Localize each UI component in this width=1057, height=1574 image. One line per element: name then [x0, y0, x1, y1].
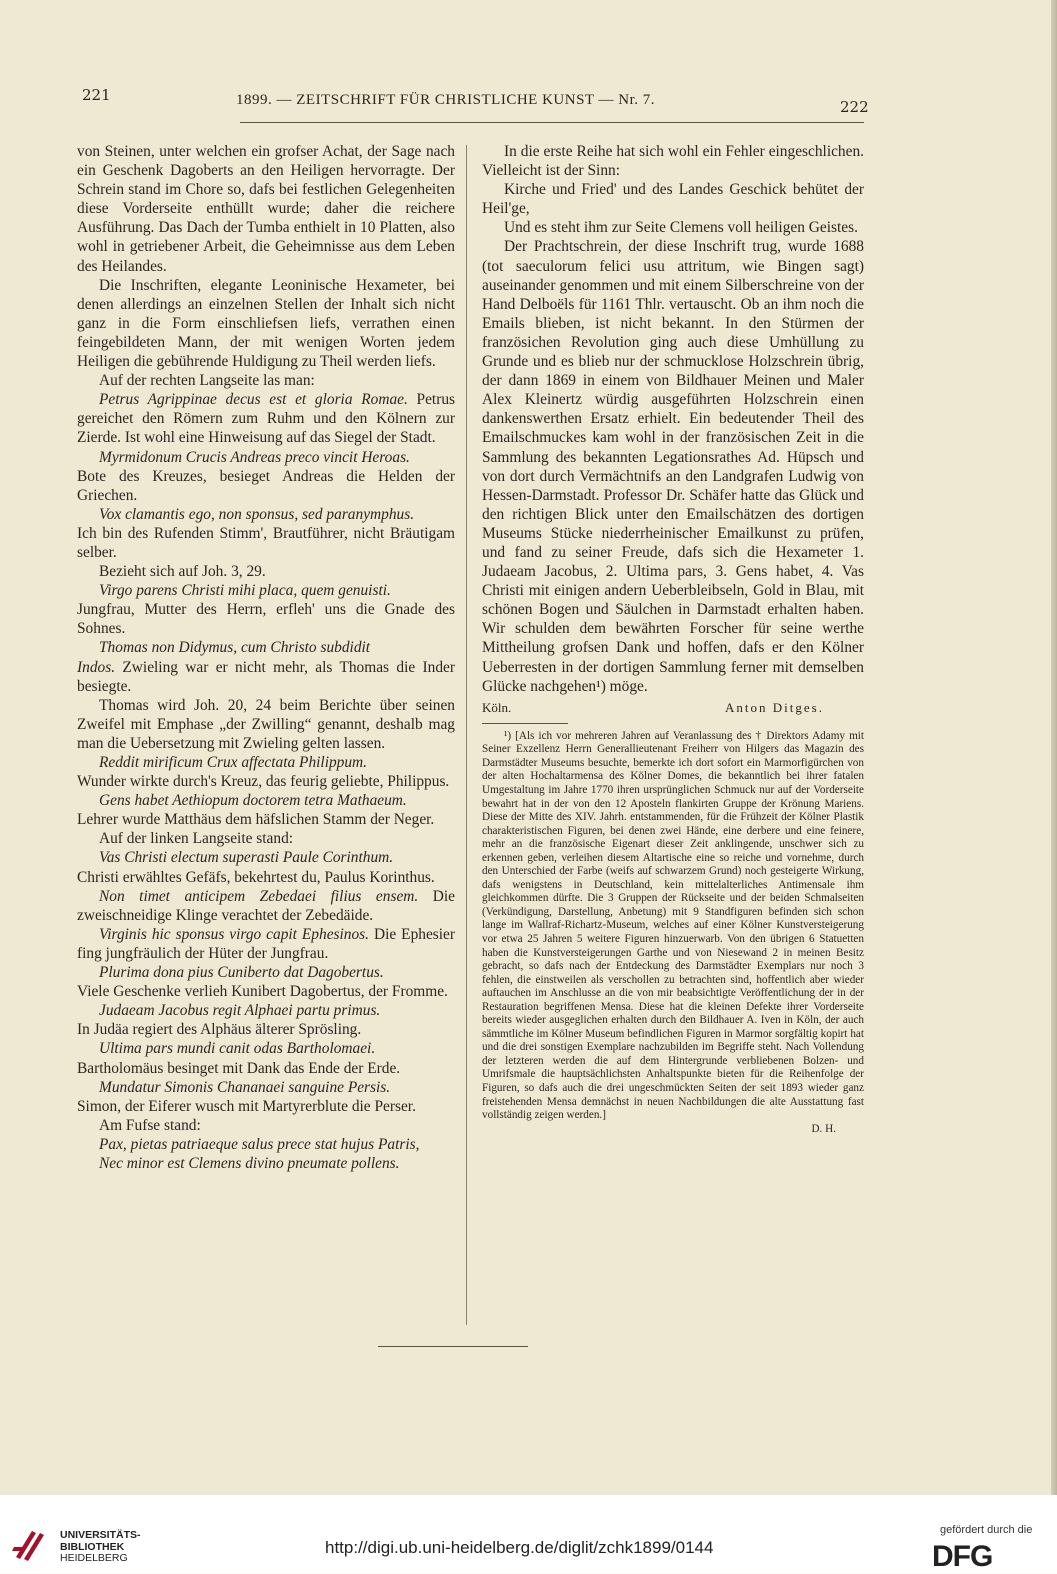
- paragraph: Bartholomäus besinget mit Dank das Ende der Erde.: [77, 1059, 401, 1077]
- footer-bar: [0, 1495, 1057, 1573]
- page-number-right: 222: [840, 98, 869, 116]
- latin-verse: Pax, pietas patriaeque salus prece stat hujus Patris,: [99, 1135, 420, 1153]
- right-column: [482, 142, 864, 1136]
- signoff-author: Anton Ditges.: [725, 699, 824, 715]
- paragraph: Die Inschriften, elegante Leoninische Hexameter, bei denen allerdings an einzelnen Stellen der Inhalt sich nicht ganz in die Form einschliefsen liefs, verrathen einen feingebildeten Mann, der mit wenigen Worten jedem Heiligen die gebührende Huldigung zu Theil werden liefs.: [77, 276, 455, 371]
- latin-verse: Virginis hic sponsus virgo capit Ephesinos.: [99, 925, 370, 943]
- paragraph: Am Fufse stand:: [99, 1116, 201, 1134]
- page-number-left: 221: [82, 86, 111, 104]
- library-name[interactable]: [60, 1530, 141, 1565]
- paragraph: Der Prachtschrein, der diese Inschrift trug, wurde 1688 (tot saeculorum felici usu attritum, wie Bingen sagt) auseinander genommen und mit einem Silberschreine von der Hand Delboëls für 1161 Thlr. vertauscht. Ob an ihm noch die Emails blieben, ist nicht bekannt. In den Stürmen der französichen Revolution ging auch diese Umhüllung zu Grunde und es blieb nur der schmucklose Holzschrein übrig, der dann 1869 in einem von Bildhauer Meinen und Maler Alex Kleinertz würdig ausgeführten Holzschrein einen dankenswerthen Ersatz erhielt. Ein bedeutender Theil des Emailschmuckes kam wohl in der französischen Zeit in die Sammlung des bekannten Legationsrathes Ad. Hüpsch und von dort durch Vermächtnifs an den Landgrafen Ludwig von Hessen-Darmstadt. Professor Dr. Schäfer hatte das Glück und den richtigen Blick unter den Emailschätzen des dortigen Museums Stücke niederrheinischer Emailkunst zu prüfen, und fand zu seiner Freude, dafs sich die Hexameter 1. Judaeam Jacobus, 2. Ultima pars, 3. Gens habet, 4. Vas Christi mit einigen andern Ueberbleibseln, Gold in Blau, mit schönen Bogen und Säulchen in Darmstadt erhalten haben. Wir schulden dem bewährten Forscher für seine werthe Mittheilung grofsen Dank und hoffen, dafs er den Kölner Ueberresten in der dortigen Sammlung ferner mit demselben Glücke nachgehen¹) möge.: [482, 238, 864, 695]
- right-column-body: [482, 142, 864, 696]
- footnote-rule: [482, 723, 568, 724]
- column-rule: [466, 145, 467, 1325]
- paragraph: [77, 390, 455, 447]
- dfg-logo[interactable]: DFG: [932, 1540, 993, 1573]
- translation: Die zweischneidige Klinge verachtet der Zebedäide.: [77, 887, 455, 924]
- latin-verse: Plurima dona pius Cuniberto dat Dagobertus.: [99, 964, 384, 982]
- paragraph: Kirche und Fried' und des Landes Geschick behütet der Heil'ge,: [482, 181, 864, 218]
- latin-verse: Myrmidonum Crucis Andreas preco vincit Heroas.: [99, 448, 410, 466]
- paragraph: [77, 925, 455, 963]
- paragraph: Viele Geschenke verlieh Kunibert Dagobertus, der Fromme.: [77, 983, 448, 1001]
- paragraph: von Steinen, unter welchen ein grofser Achat, der Sage nach ein Geschenk Dagoberts an den Heiligen hervorragte. Der Schrein stand im Chore so, dafs bei festlichen Gelegenheiten diese Vorderseite enthüllt wurde; daher die reichere Ausführung. Das Dach der Tumba enthielt in 10 Platten, also wohl in getriebener Arbeit, die Geheimnisse aus dem Leben des Heilandes.: [77, 143, 455, 275]
- scan-edge: [1051, 0, 1057, 1495]
- library-name-line3: HEIDELBERG: [60, 1552, 128, 1564]
- library-name-line2: BIBLIOTHEK: [60, 1540, 125, 1553]
- signoff: [482, 698, 864, 717]
- paragraph: Thomas wird Joh. 20, 24 beim Berichte über seinen Zweifel mit Emphase „der Zwilling“ genannt, deshalb mag man die Uebersetzung mit Zwieling gelten lassen.: [77, 696, 455, 752]
- latin-verse: Reddit mirificum Crux affectata Philippum.: [99, 754, 368, 771]
- translation: Zwieling war er nicht mehr, als Thomas die Inder besiegte.: [77, 658, 455, 695]
- paragraph: Christi erwähltes Gefäfs, bekehrtest du, Paulus Korinthus.: [77, 868, 435, 886]
- paragraph: Und es steht ihm zur Seite Clemens voll heiligen Geistes.: [504, 219, 858, 237]
- paragraph: Ich bin des Rufenden Stimm', Brautführer, nicht Bräutigam selber.: [77, 524, 455, 561]
- paragraph: Simon, der Eiferer wusch mit Martyrerblute die Perser.: [77, 1097, 416, 1115]
- paragraph: [77, 887, 455, 925]
- latin-verse: Thomas non Didymus, cum Christo subdidit: [99, 639, 371, 657]
- funding-note: gefördert durch die: [940, 1524, 1033, 1536]
- signoff-place: Köln.: [482, 699, 512, 715]
- paragraph: Auf der rechten Langseite las man:: [99, 372, 315, 390]
- paragraph: In die erste Reihe hat sich wohl ein Fehler eingeschlichen. Vielleicht ist der Sinn:: [482, 143, 864, 180]
- end-rule: [378, 1346, 528, 1347]
- left-column: [77, 142, 455, 1173]
- library-name-line1: UNIVERSITÄTS-: [60, 1529, 141, 1541]
- paragraph: Bote des Kreuzes, besieget Andreas die Helden der Griechen.: [77, 467, 455, 504]
- paragraph: In Judäa regiert des Alphäus älterer Sprösling.: [77, 1021, 362, 1039]
- paragraph: Wunder wirkte durch's Kreuz, das feurig geliebte, Philippus.: [77, 773, 450, 791]
- latin-verse: Non timet anticipem Zebedaei filius ensem.: [99, 887, 419, 905]
- running-title: 1899. — ZEITSCHRIFT FÜR CHRISTLICHE KUNST — Nr. 7.: [236, 92, 656, 108]
- footnote-signature: D. H.: [811, 1122, 836, 1135]
- latin-verse: Vox clamantis ego, non sponsus, sed paranymphus.: [99, 505, 415, 523]
- footnote-text: ¹) [Als ich vor mehreren Jahren auf Veranlassung des † Direktors Adamy mit Seiner Exzellenz Herrn Generallieutenant Freiherr von Hilgers das Magazin des Darmstädter Museums besuchte, bemerkte ich dort sofort ein Marmorfigürchen von der alten Hochaltarmensa des Kölner Domes, die bekanntlich bei ihrer fatalen Umgestaltung im Jahre 1770 ihren ursprünglichen Schmuck nur auf der Vorderseite bewahrt hat in der von den 12 Aposteln flankirten Gruppe der Krönung Mariens. Diese der Mitte des XIV. Jahrh. entstammenden, für die Frühzeit der Kölner Plastik charakteristischen Figuren, bei denen zwei Hände, eine derbere und eine feinere, mehr an die französische Eigenart dieser Zeit anklingende, unschwer sich zu erkennen geben, verleihen diesem Altartische eine so reiche und vornehme, durch den Unterschied der Farbe (weifs auf schwarzem Grund) noch gesteigerte Wirkung, dafs wenigstens in Deutschland, kein mittelalterliches Antimensale ihm gleichkommen dürfte. Die 3 Gruppen der Rückseite und der beiden Schmalseiten (Verkündigung, Darstellung, Anbetung) mit 9 Standfiguren befinden sich schon lange im Wallraf-Richartz-Museum, welches auf einer Kölner Kunstversteigerung vor etwa 25 Jahren 5 weitere Figuren hinzuerwarb. Von den übrigen 6 Statuetten haben die Kunstversteigerungen Garthe und von Niesewand 2 in meinen Besitz gebracht, so dafs nach der Entdeckung des Darmstädter Exemplars nur noch 3 fehlen, die einstweilen als verschollen zu betrachten sind, hoffentlich aber wieder auftauchen im Anschlusse an die von mir beabsichtigte Veröffentlichung der in der Restauration begriffenen Mensa. Diese hat die kleinen Defekte ihrer Vorderseite bereits wieder ausgeglichen erhalten durch den Bildhauer A. Iven in Köln, der auch sämmtliche im Kölner Museum befindlichen Figuren in Marmor sorgfältig kopirt hat und die drei sonstigen Exemplare nachzubilden im Begriffe steht. Nach Vollendung der letzteren werden die auf dem Hintergrunde verbliebenen Bolzen- und Umrifsmale die hauptsächlichsten Anhaltspunkte bieten für die Reihenfolge der Figuren, so dafs auch die drei ungeschmückten Seiten der seit 1893 wieder ganz freistehenden Mensa demnächst in neuen Nachbildungen die alte Ausstattung fast vollständig zeigen werden.]: [482, 729, 864, 1122]
- paragraph: Auf der linken Langseite stand:: [99, 830, 294, 848]
- latin-verse: Judaeam Jacobus regit Alphaei partu primus.: [99, 1002, 381, 1020]
- translation: Die Ephesier fing jungfräulich der Hüter der Jungfrau.: [77, 925, 456, 962]
- latin-verse: Mundatur Simonis Chananaei sanguine Persis.: [99, 1078, 391, 1096]
- header-rule: [240, 122, 864, 123]
- document-url[interactable]: http://digi.ub.uni-heidelberg.de/diglit/zchk1899/0144: [325, 1538, 714, 1557]
- translation: Petrus gereichet den Römern zum Ruhm und den Kölnern zur Zierde. Ist wohl eine Hinweisung auf das Siegel der Stadt.: [77, 391, 456, 447]
- latin-verse: Nec minor est Clemens divino pneumate pollens.: [99, 1154, 400, 1172]
- paragraph: Lehrer wurde Matthäus dem häfslichen Stamm der Neger.: [77, 811, 435, 829]
- library-logo-icon[interactable]: [12, 1527, 48, 1563]
- latin-verse: Indos.: [77, 658, 116, 676]
- paragraph: [77, 658, 455, 696]
- paragraph: Bezieht sich auf Joh. 3, 29.: [99, 563, 266, 581]
- latin-verse: Virgo parens Christi mihi placa, quem genuisti.: [99, 582, 391, 600]
- latin-verse: Ultima pars mundi canit odas Bartholomaei.: [99, 1040, 376, 1058]
- paragraph: Jungfrau, Mutter des Herrn, erfleh' uns die Gnade des Sohnes.: [77, 601, 455, 638]
- latin-verse: Gens habet Aethiopum doctorem tetra Mathaeum.: [99, 792, 407, 810]
- latin-verse: Vas Christi electum superasti Paule Corinthum.: [99, 849, 394, 867]
- footnote: [482, 730, 864, 1136]
- latin-verse: Petrus Agrippinae decus est et gloria Romae.: [99, 391, 408, 409]
